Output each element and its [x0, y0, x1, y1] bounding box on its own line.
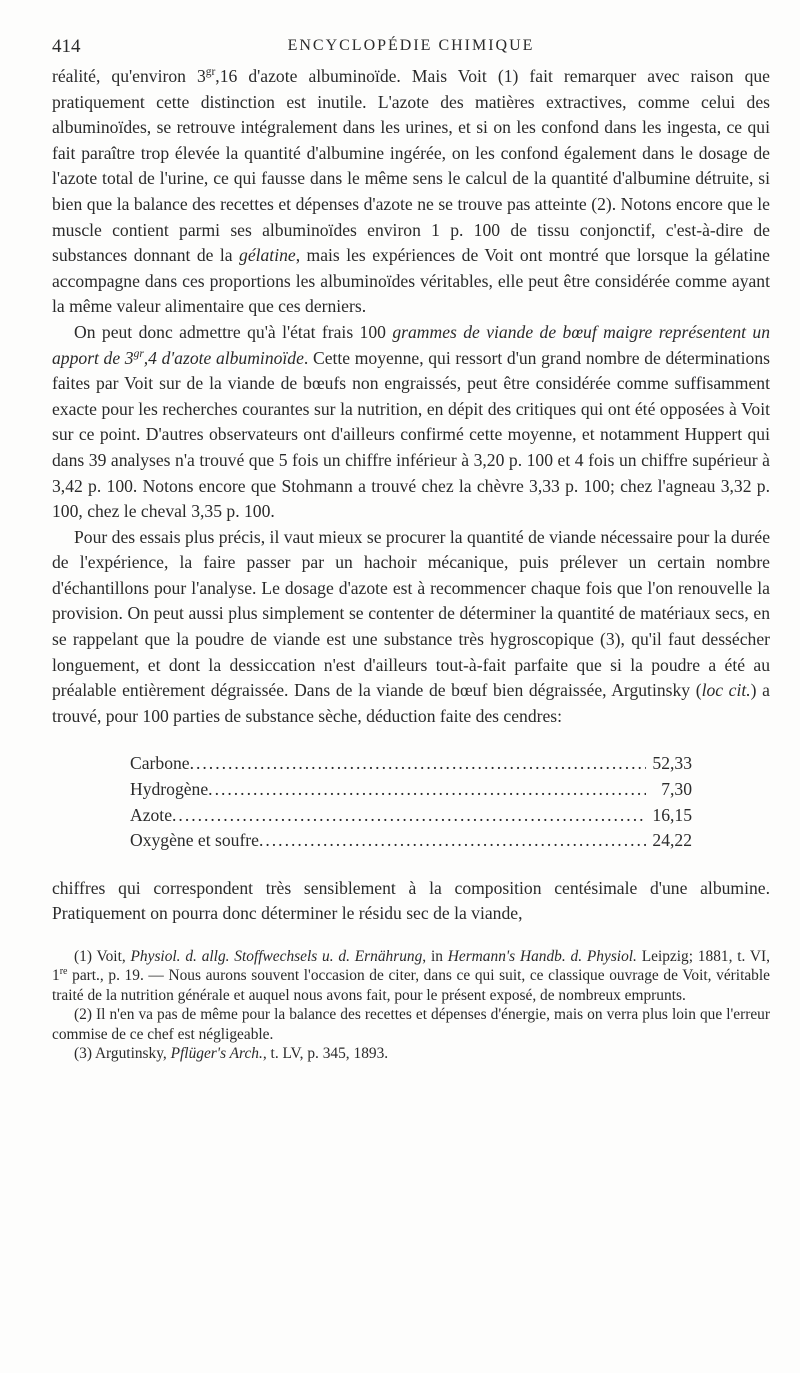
- text-run: part., p. 19. — Nous aurons souvent l'occasion de citer, dans ce qui suit, ce classique ouvrage de Voit, véritable traité de la nutrition générale et auquel nous avons fait, pour le présent exposé, de nombreux emprunts.: [52, 967, 770, 1004]
- italic-text: ,4 d'azote albuminoïde: [143, 347, 304, 368]
- footnote: [52, 1005, 770, 1044]
- element-label: Oxygène et soufre: [130, 830, 259, 851]
- paragraph: [52, 320, 770, 525]
- text-run: Pour des essais plus précis, il vaut mieux se procurer la quantité de viande nécessaire pour la durée de l'expérience, la faire passer par un hachoir mécanique, puis prélever un certain nombre d'échantillons pour l'analyse. Le dosage d'azote est à recommencer chaque fois que l'on renouvelle la provision. On peut aussi plus simplement se contenter de déterminer la quantité de matériaux secs, en se rappelant que la poudre de viande est une substance très hygroscopique (3), qu'il faut dessécher longuement, et dont la dessiccation n'est d'ailleurs tout-à-fait parfaite que si la poudre a été au préalable entièrement dégraissée. Dans de la viande de bœuf bien dégraissée, Argutinsky (: [52, 526, 770, 701]
- page-number: 414: [52, 36, 81, 57]
- element-value: 7,30: [661, 779, 692, 800]
- element-value: 52,33: [652, 753, 692, 774]
- italic-text: Physiol. d. allg. Stoffwechsels u. d. Ernährung: [130, 948, 423, 965]
- dot-leader: [208, 777, 646, 803]
- composition-table: [130, 751, 692, 853]
- italic-text: gélatine: [239, 245, 296, 266]
- text-run: , t. LV, p. 345, 1893.: [262, 1045, 389, 1063]
- text-run: , in: [422, 948, 448, 965]
- text-run: ,16 d'azote albuminoïde. Mais Voit (1) fait remarquer avec raison que pratiquement cette distinction est inutile. L'azote des matières extractives, comme celui des albuminoïdes, se retrouve intégralement dans les urines, et si on les confond dans les ingesta, ce qui fait paraître trop élevée la quantité d'albumine ingérée, on les confond également dans le dosage de l'azote total de l'urine, ce qui fausse dans le même sens le calcul de la quantité d'albumine détruite, si bien que la balance des recettes et dépenses d'azote ne se trouve pas atteinte (2). Notons encore que le muscle contient parmi ses albuminoïdes environ 1 p. 100 de tissu conjonctif, c'est-à-dire de substances donnant de la: [52, 66, 770, 266]
- italic-text: Hermann's Handb. d. Physiol.: [447, 948, 637, 965]
- italic-text: loc cit.: [701, 680, 751, 701]
- text-run: chiffres qui correspondent très sensiblement à la composition centésimale d'une albumine. Pratiquement on pourra donc déterminer le résidu sec de la viande,: [52, 877, 770, 924]
- dot-leader: [172, 803, 646, 829]
- table-row: [130, 777, 692, 803]
- element-value: 24,22: [652, 830, 692, 851]
- body-text: [52, 64, 770, 729]
- text-run: , mais les expériences de Voit ont montré que lorsque la gélatine accompagne dans ces proportions les albuminoïdes véritables, elle peut être considérée comme ayant la même valeur alimentaire que ces derniers.: [52, 245, 770, 317]
- italic-text: Pflüger's Arch.: [170, 1045, 263, 1063]
- paragraph: [52, 876, 770, 927]
- italic-text: grammes de viande de bœuf maigre représentent un apport de 3: [52, 321, 770, 368]
- superscript-text: gr: [205, 66, 216, 79]
- text-run: On peut donc admettre qu'à l'état frais 100: [74, 321, 393, 342]
- footnotes: [52, 947, 770, 1063]
- dot-leader: [190, 751, 646, 777]
- text-run: . Cette moyenne, qui ressort d'un grand nombre de déterminations faites par Voit sur de la viande de bœufs non engraissés, peut être considérée comme suffisamment exacte pour les recherches courantes sur la nutrition, en dépit des critiques qui ont été opposées à Voit sur ce point. D'autres observateurs ont d'ailleurs confirmé cette moyenne, et notamment Huppert qui dans 39 analyses n'a trouvé que 5 fois un chiffre inférieur à 3,20 p. 100 et 4 fois un chiffre supérieur à 3,42 p. 100. Notons encore que Stohmann a trouvé chez la chèvre 3,33 p. 100; chez l'agneau 3,32 p. 100, chez le cheval 3,35 p. 100.: [52, 347, 771, 522]
- text-run: Leipzig; 1881, t. VI, 1: [52, 948, 770, 985]
- table-row: [130, 828, 692, 854]
- table-row: [130, 751, 692, 777]
- paragraph: [52, 64, 770, 320]
- text-run: (2) Il n'en va pas de même pour la balance des recettes et dépenses d'énergie, mais on verra plus loin que l'erreur commise de ce chef est négligeable.: [52, 1006, 770, 1043]
- footnote: [52, 947, 770, 1005]
- superscript-text: gr: [133, 347, 144, 360]
- element-label: Carbone: [130, 753, 190, 774]
- text-run: ) a trouvé, pour 100 parties de substance sèche, déduction faite des cendres:: [52, 680, 770, 726]
- text-run: (3) Argutinsky,: [74, 1045, 171, 1063]
- table-row: [130, 803, 692, 829]
- element-label: Azote: [130, 804, 173, 825]
- element-value: 16,15: [652, 804, 692, 825]
- paragraph: [52, 525, 770, 730]
- page-header: [52, 28, 770, 62]
- running-title: ENCYCLOPÉDIE CHIMIQUE: [287, 37, 535, 54]
- text-run: (1) Voit,: [74, 948, 131, 965]
- dot-leader: [259, 828, 646, 854]
- element-label: Hydrogène: [130, 779, 209, 800]
- footnote: [52, 1044, 770, 1063]
- body-text-continued: [52, 876, 770, 927]
- superscript-text: re: [59, 966, 68, 978]
- text-run: réalité, qu'environ 3: [52, 66, 206, 86]
